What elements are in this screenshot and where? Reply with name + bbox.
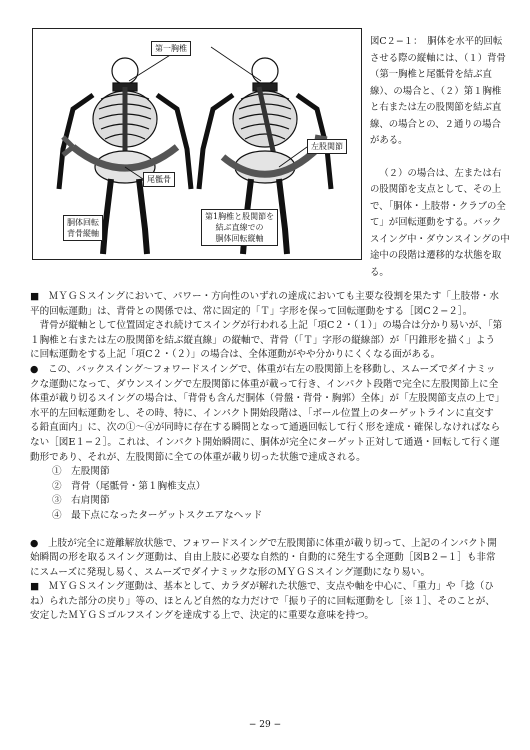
label-hip: 左股関節 <box>307 139 347 154</box>
label-axis-left: 胴体回転 背骨縦軸 <box>63 215 103 241</box>
label-axis-right: 第1胸椎と股関節を 結ぶ直線での 胴体回転縦軸 <box>201 209 278 246</box>
list-item: ② 背骨（尾骶骨・第１胸椎支点） <box>52 480 206 492</box>
main-text <box>30 290 503 624</box>
body-para-3: ● この、バックスイング〜フォワードスイングで、体重が右左の股関節上を移動し、スムーズでダイナミックな運動になって、ダウンスイングで左股関節に体重が載って行き、インパクト段階で完全に左股関節上に全体重が載り切るスイングの場合は、「背骨も含んだ胴体（骨盤・背骨・胸郭）全体」が「左股関節支点の上で」水平的左回転運動をし、その時、特に、インパクト開始段階は、「ボール位置上のターゲットラインに直交する鉛直面内」に、次の①〜④が同時に存在する瞬間となって通過回転して行く形を達成・確保しなければならない［図E１−２］。これは、インパクト開始瞬間に、胴体が完全にターゲット正対して通過・回転して行く運動形であり、それが、左股関節に全ての体重が載り切った状態で達成される。 <box>30 363 501 463</box>
caption-para-1: 図C２−１： 胴体を水平的回転させる際の縦軸には、（１）背骨（第一胸椎と尾骶骨を結ぶ直線）、の場合と、（２）第１胸椎と右または左の股関節を結ぶ直線、の場合との、２通りの場合がある。 <box>370 36 506 146</box>
label-coccyx: 尾骶骨 <box>143 172 175 187</box>
label-thoracic: 第一胸椎 <box>151 41 191 56</box>
skeleton-figure <box>32 28 362 260</box>
body-para-5: ■ ＭＹＧＳスイング運動は、基本として、カラダが解れた状態で、支点や軸を中心に、「重力」や「捻（ひね）られた部分の戻り」等の、ほとんど自然的な力だけで「振り子的に回転運動をし［※１］、そのことが、安定したＭＹＧＳゴルフスイングを達成する上で、決定的に重要な意味を持つ。 <box>30 581 495 622</box>
page-number: − 29 − <box>248 720 282 730</box>
list-item: ① 左股関節 <box>52 466 110 478</box>
list-item: ④ 最下点になったターゲットスクエアなヘッド <box>52 509 263 521</box>
figure-caption <box>370 34 510 281</box>
point-list <box>30 465 503 523</box>
list-item: ③ 右肩関節 <box>52 495 110 507</box>
body-para-2: 背骨が縦軸として位置固定され続けてスイングが行われる上記「項C２・（１）」の場合は分かり易いが、「第１胸椎と右または左の股関節を結ぶ縦直線」の縦軸で、背骨（「Ｔ」字形の縦線部）が「円錐形を描く」ように回転運動をする上記「項C２・（２）」の場合は、全体運動がやや分かりにくくなる面がある。 <box>30 320 503 361</box>
caption-para-2: （２）の場合は、左または右の股関節を支点として、その上で、「胴体・上肢帯・クラブの全て」が回転運動をする。バックスイング中・ダウンスイングの中途中の段階は遷移的な状態を取る。 <box>370 167 510 278</box>
body-para-1: ■ ＭＹＧＳスイングにおいて、パワー・方向性のいずれの達成においても主要な役割を果たす「上肢帯・水平的回転運動」は、背骨との関係では、常に固定的「Ｔ」字形を保って回転運動をする［図C２−２］。 <box>30 291 499 317</box>
body-para-4: ● 上肢が完全に遊離解放状態で、フォワードスイングで左股関節に体重が載り切って、上記のインパクト開始瞬間の形を取るスイング運動は、自由上肢に必要な自然的・自動的に発生する全運動［図B２−１］も非常にスムーズに発現し易く、スムーズでダイナミックな形のＭＹＧＳスイング運動になり易い。 <box>30 537 497 578</box>
